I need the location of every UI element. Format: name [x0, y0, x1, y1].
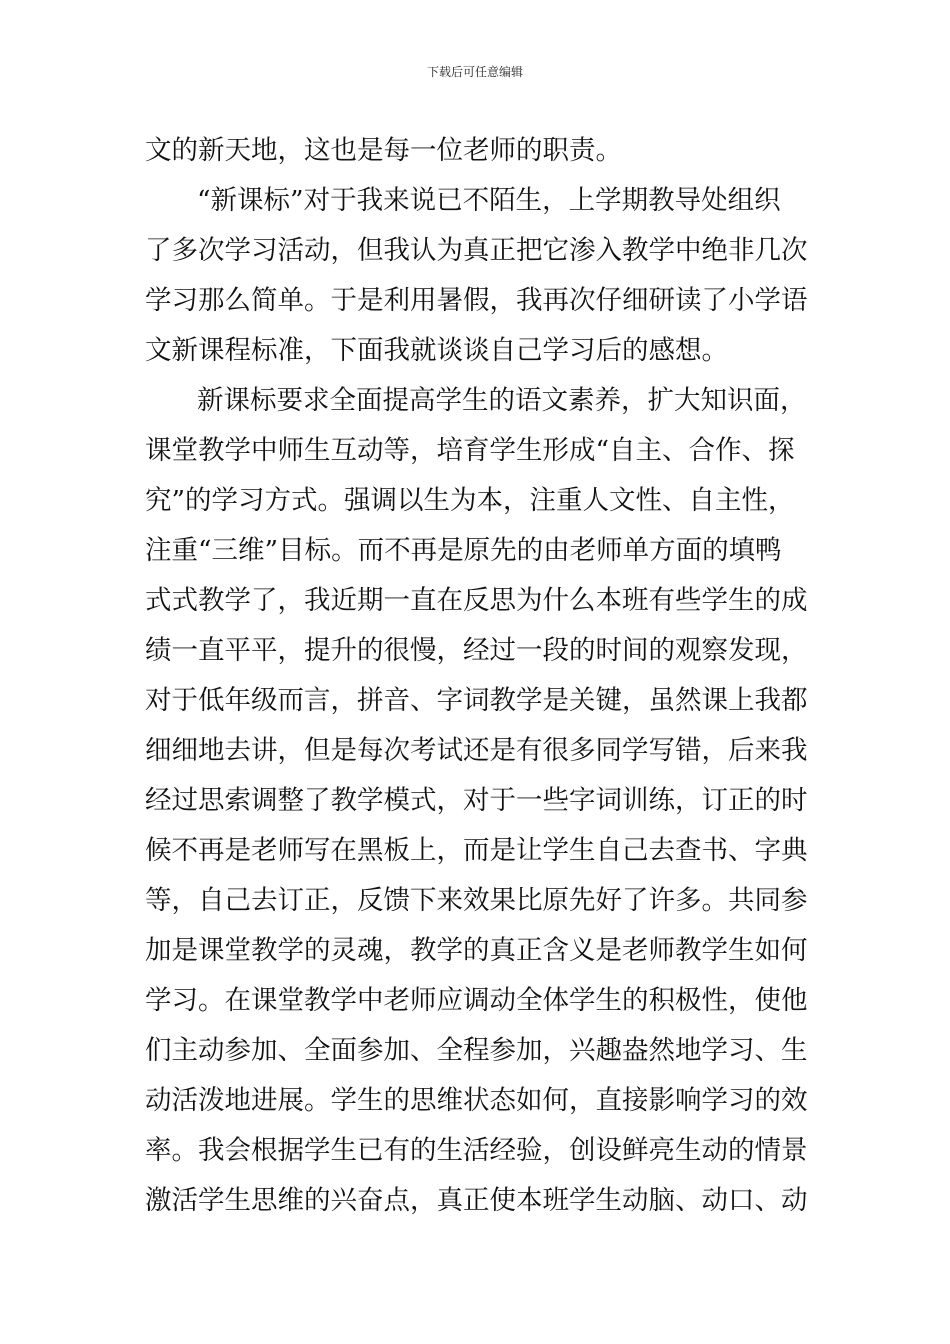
text-line: 注重“三维”目标。而不再是原先的由老师单方面的填鸭 — [145, 535, 782, 566]
text-line: 课堂教学中师生互动等，培育学生形成“自主、合作、探 — [145, 435, 795, 466]
paragraph-start-line: “新课标”对于我来说已不陌生，上学期教导处组织 — [197, 185, 781, 216]
paragraph-start-line: 新课标要求全面提高学生的语文素养，扩大知识面， — [197, 385, 807, 416]
text-line: 对于低年级而言，拼音、字词教学是关键，虽然课上我都 — [145, 685, 808, 716]
text-line: 候不再是老师写在黑板上，而是让学生自己去查书、字典 — [145, 835, 808, 866]
text-line: 加是课堂教学的灵魂，教学的真正含义是老师教学生如何 — [145, 935, 808, 966]
text-line: 文新课程标准，下面我就谈谈自己学习后的感想。 — [145, 335, 728, 366]
text-line: 经过思索调整了教学模式，对于一些字词训练，订正的时 — [145, 785, 808, 816]
text-line: 们主动参加、全面参加、全程参加，兴趣盎然地学习、生 — [145, 1035, 808, 1066]
body-text — [145, 126, 810, 1226]
text-line: 文的新天地，这也是每一位老师的职责。 — [145, 135, 622, 166]
text-line: 了多次学习活动，但我认为真正把它渗入教学中绝非几次 — [145, 235, 808, 266]
text-line: 学习。在课堂教学中老师应调动全体学生的积极性，使他 — [145, 985, 808, 1016]
text-line: 等，自己去订正，反馈下来效果比原先好了许多。共同参 — [145, 885, 808, 916]
page-header: 下载后可任意编辑 — [426, 65, 523, 79]
text-line: 激活学生思维的兴奋点，真正使本班学生动脑、动口、动 — [145, 1185, 808, 1216]
text-line: 绩一直平平，提升的很慢，经过一段的时间的观察发现， — [145, 635, 808, 666]
text-line: 率。我会根据学生已有的生活经验，创设鲜亮生动的情景 — [145, 1135, 808, 1166]
text-line: 式式教学了，我近期一直在反思为什么本班有些学生的成 — [145, 585, 808, 616]
text-line: 细细地去讲，但是每次考试还是有很多同学写错，后来我 — [145, 735, 808, 766]
text-line: 动活泼地进展。学生的思维状态如何，直接影响学习的效 — [145, 1085, 808, 1116]
text-line: 学习那么简单。于是利用暑假，我再次仔细研读了小学语 — [145, 285, 808, 316]
text-line: 究”的学习方式。强调以生为本，注重人文性、自主性， — [145, 485, 795, 516]
